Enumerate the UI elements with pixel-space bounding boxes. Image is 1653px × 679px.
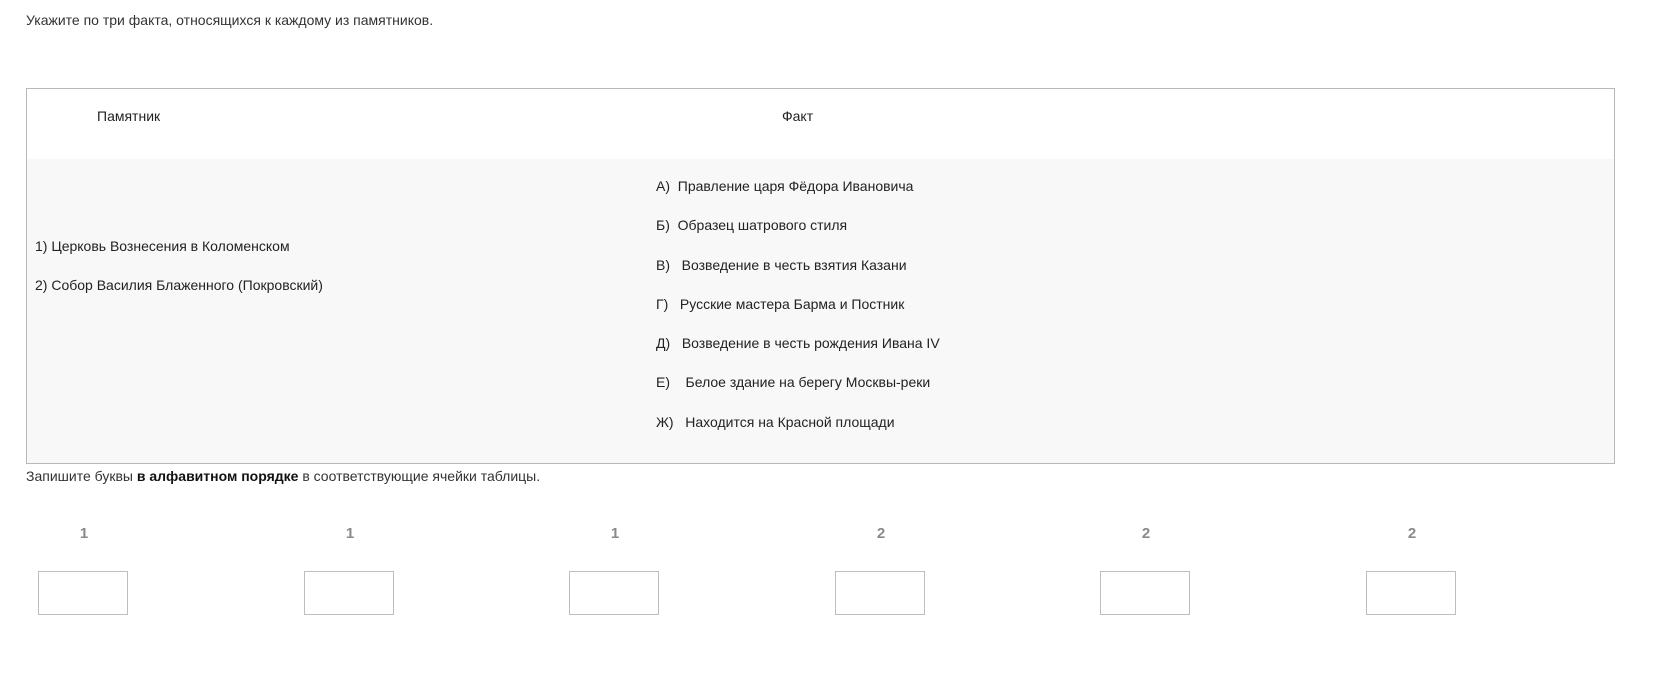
answer-label: 2 bbox=[876, 525, 886, 542]
monument-item: 2) Собор Василия Блаженного (Покровский) bbox=[35, 277, 323, 293]
fact-item: Ж) Находится на Красной площади bbox=[656, 413, 895, 430]
answer-label: 1 bbox=[345, 525, 355, 542]
answer-cell-3 bbox=[569, 524, 661, 544]
fact-item: Е) Белое здание на берегу Москвы-реки bbox=[656, 374, 931, 391]
monument-item: 1) Церковь Вознесения в Коломенском bbox=[35, 238, 290, 254]
answer-cell-2 bbox=[304, 524, 396, 544]
answer-note bbox=[26, 468, 540, 484]
header-fact: Факт bbox=[782, 108, 814, 124]
note-after: в соответствующие ячейки таблицы. bbox=[298, 468, 541, 484]
answer-input[interactable] bbox=[835, 571, 925, 615]
table-header-row bbox=[27, 89, 1614, 159]
answer-input[interactable] bbox=[38, 571, 128, 615]
answer-input[interactable] bbox=[1366, 571, 1456, 615]
header-monument: Памятник bbox=[97, 108, 161, 124]
fact-item: Б) Образец шатрового стиля bbox=[656, 217, 848, 234]
answer-cell-5 bbox=[1100, 524, 1192, 544]
answer-input[interactable] bbox=[304, 571, 394, 615]
table-body-row bbox=[27, 159, 1614, 463]
answer-cell-4 bbox=[835, 524, 927, 544]
fact-item: Д) Возведение в честь рождения Ивана IV bbox=[656, 335, 940, 352]
answer-cell-1 bbox=[38, 524, 130, 544]
monuments-facts-table bbox=[26, 88, 1615, 464]
fact-item: А) Правление царя Фёдора Ивановича bbox=[656, 178, 914, 194]
task-instruction: Укажите по три факта, относящихся к каждому из памятников. bbox=[26, 12, 434, 28]
answer-input[interactable] bbox=[1100, 571, 1190, 615]
fact-list bbox=[656, 176, 940, 451]
answer-label: 2 bbox=[1141, 525, 1151, 542]
answer-label: 1 bbox=[610, 525, 620, 542]
note-bold: в алфавитном порядке bbox=[136, 468, 299, 484]
answer-label: 2 bbox=[1407, 525, 1417, 542]
fact-item: Г) Русские мастера Барма и Постник bbox=[656, 295, 905, 312]
answer-label: 1 bbox=[79, 525, 89, 542]
answer-input[interactable] bbox=[569, 571, 659, 615]
monument-list bbox=[35, 236, 323, 314]
fact-item: В) Возведение в честь взятия Казани bbox=[656, 256, 907, 273]
note-before: Запишите буквы bbox=[26, 468, 137, 484]
answer-cell-6 bbox=[1366, 524, 1458, 544]
